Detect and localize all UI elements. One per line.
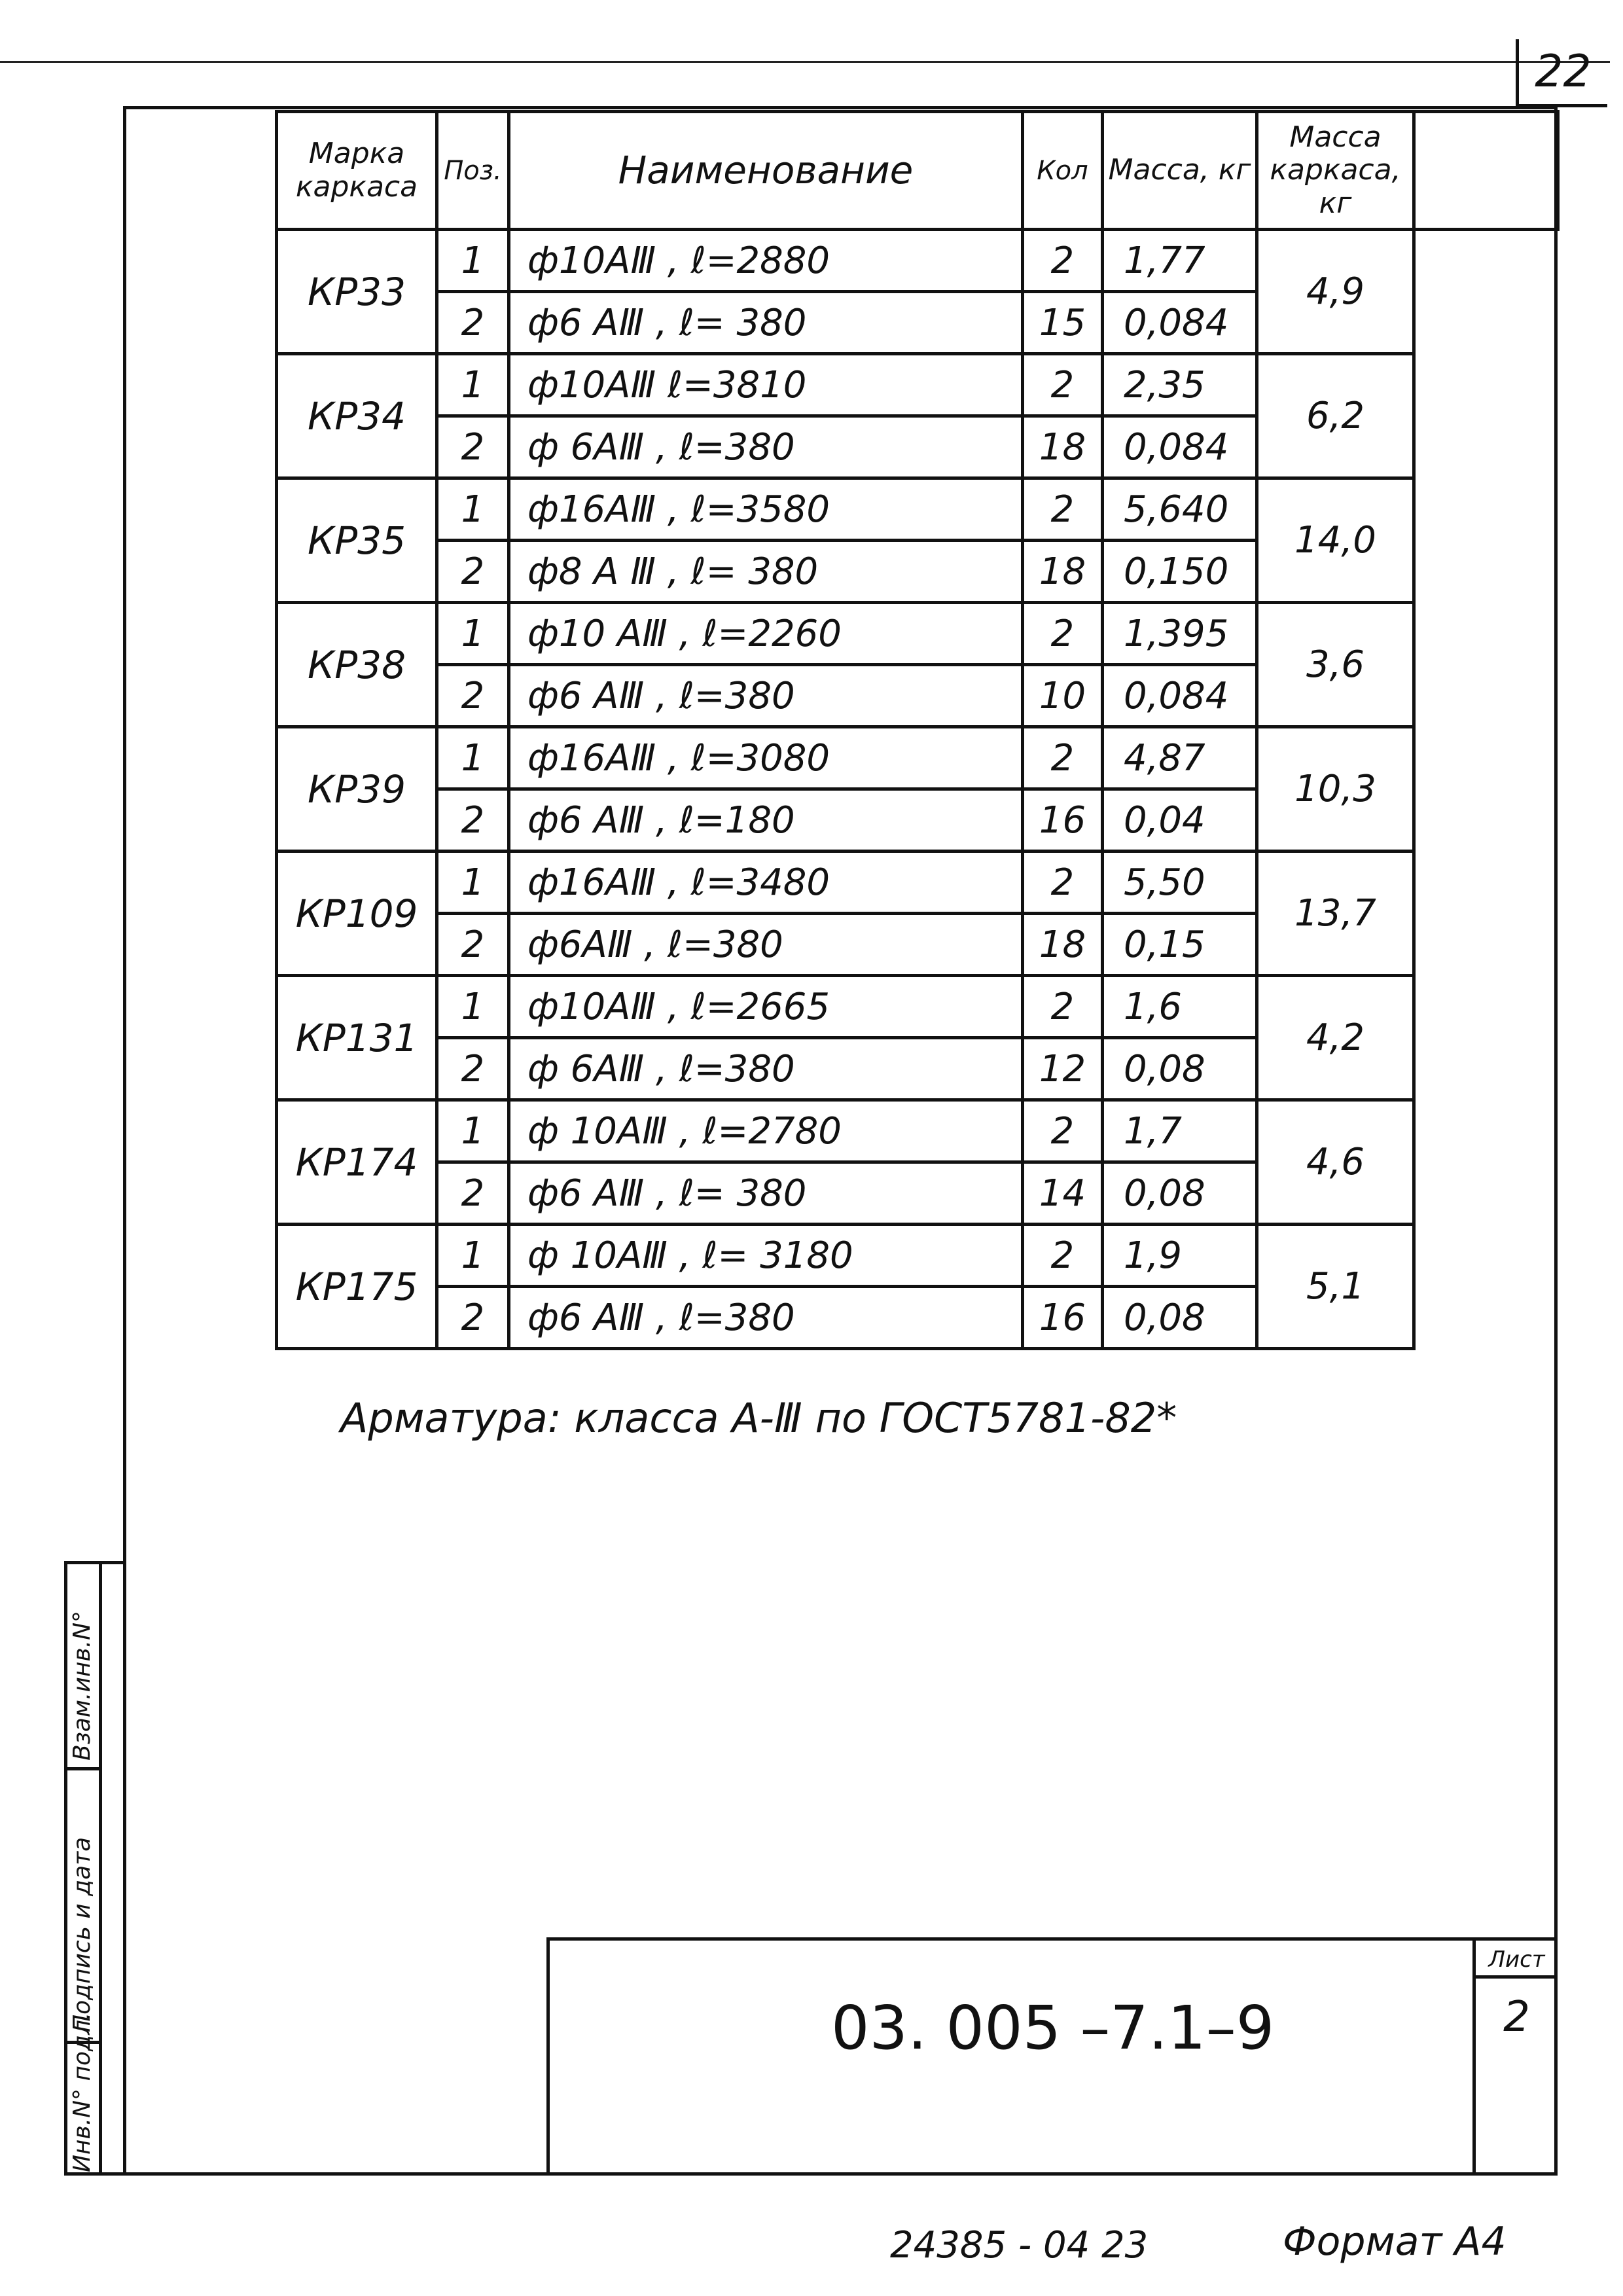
table-row [277,976,1558,1038]
spacer-cell [1414,603,1558,727]
mass-cell: 0,150 [1103,541,1257,603]
name-cell: ф8 А Ⅲ , ℓ= 380 [509,541,1023,603]
signature-date-label: Подпись и дата [69,1837,96,2032]
side-cell-replacement [67,1564,99,1770]
mass-cell: 2,35 [1103,354,1257,416]
quantity-cell: 2 [1023,478,1103,541]
mass-cell: 1,77 [1103,230,1257,292]
name-cell: ф6 АⅢ , ℓ= 380 [509,1162,1023,1225]
header-qty: Кол [1023,112,1103,230]
header-mark: Марка каркаса [277,112,437,230]
spacer-cell [1414,1225,1558,1349]
frame-mark: КР109 [277,852,437,976]
position-cell: 2 [437,789,509,852]
position-cell: 2 [437,665,509,727]
table-row [277,852,1558,914]
mass-cell: 0,08 [1103,1162,1257,1225]
table-row [277,354,1558,416]
mass-cell: 4,87 [1103,727,1257,789]
header-name: Наименование [509,112,1023,230]
frame-mass-cell: 4,6 [1257,1100,1414,1225]
frame-mass-cell: 3,6 [1257,603,1414,727]
table-header-row [277,112,1558,230]
position-cell: 1 [437,852,509,914]
position-cell: 1 [437,727,509,789]
spacer-cell [1414,852,1558,976]
frame-mark: КР35 [277,478,437,603]
mass-cell: 0,04 [1103,789,1257,852]
table-body [277,230,1558,1349]
frame-mark: КР175 [277,1225,437,1349]
archive-code: 24385 - 04 23 [890,2224,1149,2267]
frame-mark: КР33 [277,230,437,354]
quantity-cell: 2 [1023,976,1103,1038]
position-cell: 1 [437,603,509,665]
header-mass: Масса, кг [1103,112,1257,230]
position-cell: 2 [437,1287,509,1349]
quantity-cell: 16 [1023,789,1103,852]
mass-cell: 0,084 [1103,665,1257,727]
mass-cell: 1,395 [1103,603,1257,665]
format-label: Формат А4 [1283,2219,1507,2265]
table-row [277,230,1558,292]
position-cell: 2 [437,1162,509,1225]
frame-mark: КР38 [277,603,437,727]
name-cell: ф10АⅢ , ℓ=2665 [509,976,1023,1038]
mass-cell: 0,084 [1103,292,1257,354]
table-row [277,478,1558,541]
side-stamp [64,1561,123,2176]
spacer-cell [1414,354,1558,478]
mass-cell: 5,640 [1103,478,1257,541]
frame-mark: КР34 [277,354,437,478]
quantity-cell: 14 [1023,1162,1103,1225]
side-cell-inv [67,2012,99,2176]
specification-table [275,110,1560,1350]
name-cell: ф10АⅢ , ℓ=2880 [509,230,1023,292]
name-cell: ф6 АⅢ , ℓ=380 [509,665,1023,727]
header-frame-mass: Масса каркаса, кг [1257,112,1414,230]
document-code: 03. 005 –7.1–9 [831,1993,1275,2063]
quantity-cell: 2 [1023,727,1103,789]
quantity-cell: 10 [1023,665,1103,727]
frame-mass-cell: 13,7 [1257,852,1414,976]
title-block [546,1937,1558,2176]
quantity-cell: 2 [1023,1100,1103,1162]
frame-mass-cell: 5,1 [1257,1225,1414,1349]
position-cell: 2 [437,914,509,976]
name-cell: ф16АⅢ , ℓ=3480 [509,852,1023,914]
reinforcement-note: Арматура: класса А-Ⅲ по ГОСТ5781-82* [340,1394,1177,1442]
position-cell: 1 [437,230,509,292]
spacer-cell [1414,230,1558,354]
name-cell: ф 6АⅢ , ℓ=380 [509,416,1023,478]
position-cell: 2 [437,1038,509,1100]
position-cell: 1 [437,976,509,1038]
frame-mass-cell: 4,2 [1257,976,1414,1100]
name-cell: ф6АⅢ , ℓ=380 [509,914,1023,976]
name-cell: ф16АⅢ , ℓ=3580 [509,478,1023,541]
mass-cell: 0,15 [1103,914,1257,976]
quantity-cell: 12 [1023,1038,1103,1100]
name-cell: ф6 АⅢ , ℓ= 380 [509,292,1023,354]
frame-mark: КР174 [277,1100,437,1225]
mass-cell: 1,9 [1103,1225,1257,1287]
position-cell: 2 [437,541,509,603]
table-row [277,603,1558,665]
position-cell: 1 [437,1100,509,1162]
frame-mass-cell: 14,0 [1257,478,1414,603]
mass-cell: 1,6 [1103,976,1257,1038]
table-row [277,1225,1558,1287]
frame-mark: КР39 [277,727,437,852]
replacement-inv-label: Взам.инв.N° [69,1610,96,1761]
header-pos: Поз. [437,112,509,230]
spacer-cell [1414,1100,1558,1225]
frame-mass-cell: 4,9 [1257,230,1414,354]
quantity-cell: 2 [1023,1225,1103,1287]
spacer-cell [1414,478,1558,603]
name-cell: ф 10АⅢ , ℓ= 3180 [509,1225,1023,1287]
frame-mark: КР131 [277,976,437,1100]
name-cell: ф10АⅢ ℓ=3810 [509,354,1023,416]
top-border-line [0,61,1610,63]
position-cell: 1 [437,478,509,541]
quantity-cell: 18 [1023,914,1103,976]
name-cell: ф10 АⅢ , ℓ=2260 [509,603,1023,665]
side-cell-signature [67,1770,99,2044]
quantity-cell: 16 [1023,1287,1103,1349]
inv-no-label: Инв.N° подл. [69,2012,96,2172]
name-cell: ф16АⅢ , ℓ=3080 [509,727,1023,789]
table-row [277,1100,1558,1162]
top-sheet-number: 22 [1516,39,1607,107]
frame-mass-cell: 6,2 [1257,354,1414,478]
position-cell: 2 [437,416,509,478]
quantity-cell: 18 [1023,541,1103,603]
name-cell: ф6 АⅢ , ℓ=380 [509,1287,1023,1349]
mass-cell: 0,08 [1103,1287,1257,1349]
quantity-cell: 2 [1023,603,1103,665]
name-cell: ф 6АⅢ , ℓ=380 [509,1038,1023,1100]
mass-cell: 5,50 [1103,852,1257,914]
quantity-cell: 2 [1023,230,1103,292]
sheet-cell [1472,1941,1558,2176]
position-cell: 1 [437,1225,509,1287]
sheet-label: Лист [1476,1941,1558,1979]
header-spacer [1414,112,1558,230]
position-cell: 2 [437,292,509,354]
quantity-cell: 2 [1023,852,1103,914]
quantity-cell: 18 [1023,416,1103,478]
quantity-cell: 2 [1023,354,1103,416]
mass-cell: 0,084 [1103,416,1257,478]
mass-cell: 1,7 [1103,1100,1257,1162]
sheet-value: 2 [1503,1993,1530,2041]
mass-cell: 0,08 [1103,1038,1257,1100]
spacer-cell [1414,976,1558,1100]
table-row [277,727,1558,789]
frame-mass-cell: 10,3 [1257,727,1414,852]
side-stamp-separator [99,1564,102,2172]
position-cell: 1 [437,354,509,416]
spacer-cell [1414,727,1558,852]
name-cell: ф6 АⅢ , ℓ=180 [509,789,1023,852]
quantity-cell: 15 [1023,292,1103,354]
name-cell: ф 10АⅢ , ℓ=2780 [509,1100,1023,1162]
